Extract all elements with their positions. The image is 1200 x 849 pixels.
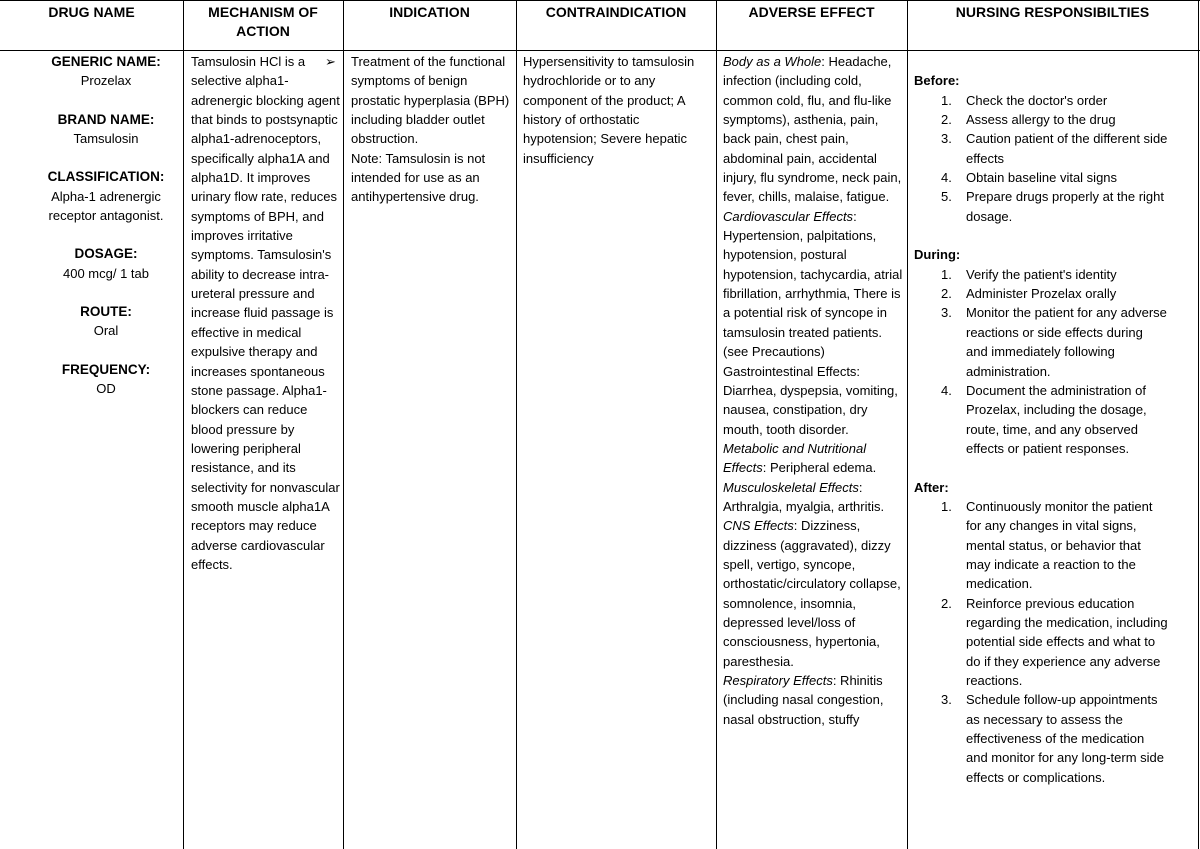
before-list bbox=[914, 91, 1168, 226]
adverse-musc bbox=[723, 478, 905, 517]
adverse-cardio bbox=[723, 207, 905, 362]
adverse-resp-label: Respiratory Effects bbox=[723, 673, 833, 688]
list-item: 2. Assess allergy to the drug bbox=[941, 112, 1116, 128]
header-drug-name: DRUG NAME bbox=[48, 4, 135, 20]
route-value: Oral bbox=[93, 323, 119, 339]
adverse-musc-text: : Arthralgia, myalgia, arthritis. bbox=[723, 479, 885, 514]
column-divider bbox=[907, 0, 908, 849]
table-border-right bbox=[1198, 0, 1199, 849]
list-item: 1. Verify the patient's identity bbox=[941, 266, 1117, 282]
classification-value: Alpha-1 adrenergic receptor antagonist. bbox=[48, 188, 164, 224]
header-divider bbox=[0, 50, 1200, 51]
list-item: 2. Reinforce previous education regarding the medication, including potential side effects and what to do if they experience any adverse reactions. bbox=[941, 595, 1168, 688]
adverse-cns-text: : Dizziness, dizziness (aggravated), dizzy spell, vertigo, syncope, orthostatic/circulatory collapse, somnolence, insomnia, depressed level/loss of consciousness, hypertonia, paresthesia. bbox=[723, 518, 901, 669]
before-label: Before: bbox=[914, 73, 960, 89]
header-indication: INDICATION bbox=[389, 4, 470, 20]
brand-name-value: Tamsulosin bbox=[73, 131, 139, 147]
adverse-cardio-label: Cardiovascular Effects bbox=[723, 208, 854, 224]
contraindication-text: Hypersensitivity to tamsulosin hydrochloride or to any component of the product; A history of orthostatic hypotension; Severe hepatic insufficiency bbox=[523, 54, 695, 166]
frequency-value: OD bbox=[96, 381, 116, 397]
adverse-resp-text: : Rhinitis (including nasal congestion, nasal obstruction, stuffy bbox=[723, 673, 884, 727]
after-label: After: bbox=[914, 479, 949, 495]
brand-name-label: BRAND NAME: bbox=[57, 111, 155, 127]
indication-cell bbox=[351, 52, 513, 207]
adverse-effect-cell bbox=[723, 52, 905, 729]
dosage-label: DOSAGE: bbox=[74, 246, 138, 262]
list-item: 5. Prepare drugs properly at the right dosage. bbox=[941, 189, 1164, 224]
frequency-label: FREQUENCY: bbox=[61, 361, 151, 377]
list-item: 3. Schedule follow-up appointments as necessary to assess the effectiveness of the medication and monitor for any long-term side effects or complications. bbox=[941, 692, 1164, 785]
adverse-body-text: : Headache, infection (including cold, common cold, flu, and flu-like symptoms), asthenia, pain, back pain, chest pain, abdominal pain, accidental injury, flu syndrome, neck pain, fever, chills, malaise, fatigue. bbox=[723, 54, 902, 205]
adverse-cns bbox=[723, 516, 905, 671]
list-item: 3. Caution patient of the different side effects bbox=[941, 131, 1168, 166]
classification-label: CLASSIFICATION: bbox=[47, 169, 165, 185]
column-divider bbox=[183, 0, 184, 849]
list-item: 4. Obtain baseline vital signs bbox=[941, 170, 1118, 186]
adverse-cardio-text: : Hypertension, palpitations, hypotension, postural hypotension, tachycardia, atrial fibrillation, arrhythmia, There is a potential risk of syncope in tamsulosin treated patients. (see Precautions) bbox=[723, 208, 903, 360]
adverse-body-label: Body as a Whole bbox=[723, 54, 822, 69]
during-list bbox=[914, 265, 1168, 458]
header-contraindication: CONTRAINDICATION bbox=[545, 4, 687, 20]
dosage-value: 400 mcg/ 1 tab bbox=[63, 265, 149, 281]
nursing-cell bbox=[914, 52, 1168, 787]
during-label: During: bbox=[914, 247, 961, 263]
list-item: 1. Check the doctor's order bbox=[941, 92, 1108, 108]
route-label: ROUTE: bbox=[80, 304, 132, 320]
column-divider bbox=[343, 0, 344, 849]
header-nursing: NURSING RESPONSIBILTIES bbox=[955, 4, 1150, 20]
list-item: 1. Continuously monitor the patient for any changes in vital signs, mental status, or behavior that may indicate a reaction to the medication. bbox=[941, 498, 1153, 592]
table-border-top bbox=[0, 0, 1200, 1]
header-adverse-effect: ADVERSE EFFECT bbox=[748, 4, 875, 20]
column-divider bbox=[516, 0, 517, 849]
after-list bbox=[914, 497, 1168, 787]
indication-text: Treatment of the functional symptoms of benign prostatic hyperplasia (BPH) including bladder outlet obstruction. bbox=[351, 54, 510, 147]
arrow-bullet-icon: ➢ bbox=[325, 54, 336, 69]
generic-name-value: Prozelax bbox=[80, 73, 132, 89]
generic-name-label: GENERIC NAME: bbox=[51, 54, 161, 69]
header-mechanism: MECHANISM OF ACTION bbox=[208, 4, 318, 39]
adverse-cns-label: CNS Effects bbox=[723, 518, 794, 534]
indication-note: Note: Tamsulosin is not intended for use as an antihypertensive drug. bbox=[351, 150, 486, 205]
column-divider bbox=[716, 0, 717, 849]
adverse-resp bbox=[723, 671, 905, 729]
adverse-gi-text: Gastrointestinal Effects: Diarrhea, dyspepsia, vomiting, nausea, constipation, dry mouth, tooth disorder. bbox=[723, 363, 898, 437]
drug-info-cell bbox=[33, 52, 179, 398]
adverse-body bbox=[723, 52, 905, 207]
adverse-meta-label: Metabolic and Nutritional Effects bbox=[723, 440, 867, 476]
mechanism-text: Tamsulosin HCl is a selective alpha1-adrenergic blocking agent that binds to postsynaptic alpha1-adrenoceptors, specifically alpha1A and alpha1D. It improves urinary flow rate, reduces symptoms of BPH, and improves irritative symptoms. Tamsulosin's ability to decrease intra-ureteral pressure and increase fluid passage is effective in medical expulsive therapy and increases spontaneous stone passage. Alpha1-blockers can reduce blood pressure by lowering peripheral resistance, and its selectivity for nonvascular smooth muscle alpha1A receptors may reduce adverse cardiovascular effects. bbox=[191, 54, 340, 572]
adverse-meta bbox=[723, 439, 905, 478]
list-item: 3. Monitor the patient for any adverse reactions or side effects during and immediately following administration. bbox=[941, 305, 1167, 379]
list-item: 2. Administer Prozelax orally bbox=[941, 286, 1117, 302]
list-item: 4. Document the administration of Prozelax, including the dosage, route, time, and any observed effects or patient responses. bbox=[941, 382, 1147, 456]
adverse-meta-text: : Peripheral edema. bbox=[762, 460, 877, 476]
adverse-musc-label: Musculoskeletal Effects bbox=[723, 479, 859, 495]
